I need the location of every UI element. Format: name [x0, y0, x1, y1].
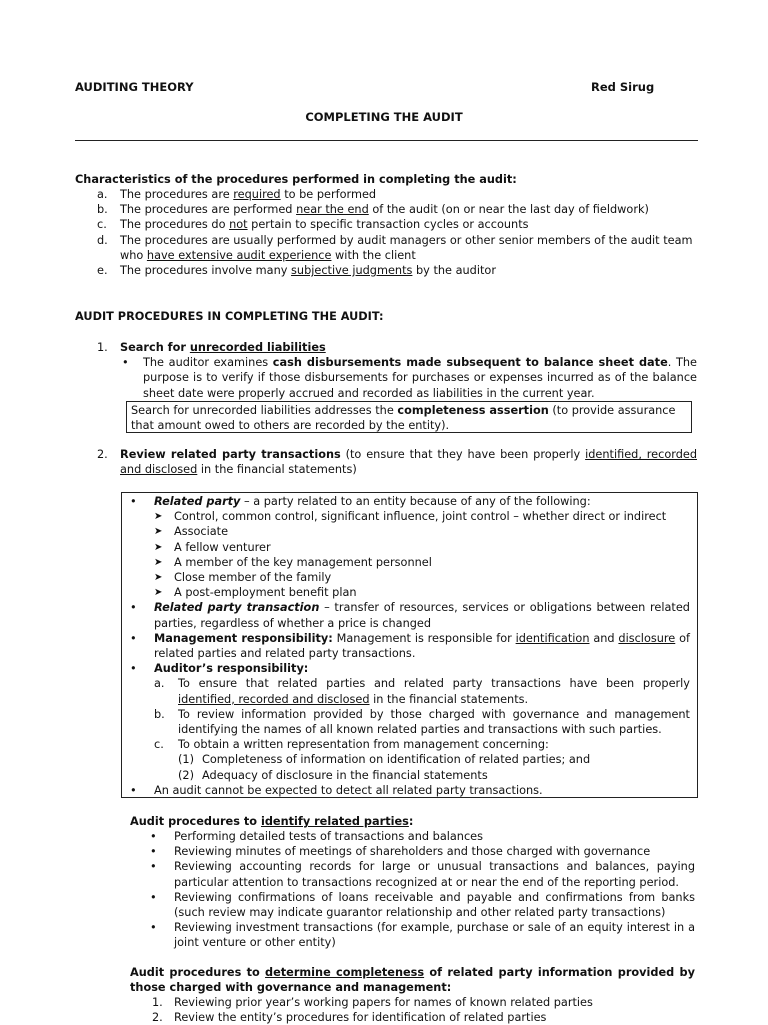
- bullet-icon: [150, 920, 157, 935]
- author-name: Red Sirug: [591, 80, 655, 94]
- bullet-icon: [150, 859, 157, 874]
- list-marker: a.: [97, 188, 108, 201]
- completeness-assertion-note: Search for unrecorded liabilities addresses the completeness assertion (to provide assurance that amount owed to others are recorded by the entity).: [126, 401, 692, 433]
- auditor-responsibility-item: c. To obtain a written representation from management concerning:: [154, 738, 549, 752]
- completeness-item: 2. Review the entity’s procedures for identification of related parties: [152, 1011, 547, 1025]
- representation-item: (1) Completeness of information on identification of related parties; and: [178, 753, 591, 767]
- representation-item: (2) Adequacy of disclosure in the financial statements: [178, 768, 488, 782]
- procedures-heading: AUDIT PROCEDURES IN COMPLETING THE AUDIT:: [75, 310, 384, 323]
- related-party-title: 2. Review related party transactions (to ensure that they have been properly identified, recorded and disclosed in the financial statements): [97, 448, 697, 477]
- characteristic-item: e. The procedures involve many subjective judgments by the auditor: [97, 264, 496, 278]
- header-divider: [75, 140, 698, 141]
- bullet-icon: [130, 783, 137, 798]
- characteristic-item: c. The procedures do not pertain to specific transaction cycles or accounts: [97, 218, 529, 232]
- bullet-icon: [122, 355, 129, 370]
- list-marker: 1.: [152, 996, 163, 1009]
- characteristics-list: [97, 187, 697, 278]
- related-party-definition: • Related party – a party related to an entity because of any of the following:: [130, 494, 690, 509]
- bullet-icon: [150, 829, 157, 844]
- bullet-icon: [150, 844, 157, 859]
- list-marker: b.: [97, 203, 108, 217]
- completeness-item: 1. Reviewing prior year’s working papers for names of known related parties: [152, 996, 593, 1009]
- identify-item: • Reviewing minutes of meetings of shareholders and those charged with governance: [150, 844, 695, 859]
- arrow-bullet-icon: ➤: [154, 511, 163, 523]
- related-party-list-item: ➤ Control, common control, significant influence, joint control – whether direct or indirect: [154, 510, 667, 524]
- related-party-section: [97, 447, 697, 477]
- list-marker: 1.: [97, 341, 108, 354]
- bullet-icon: [130, 494, 137, 509]
- subject-title: AUDITING THEORY: [75, 80, 194, 94]
- list-marker: 2.: [152, 1011, 163, 1025]
- completeness-heading: Audit procedures to determine completeness of related party information provided by those charged with governance and management:: [130, 966, 695, 995]
- related-party-box: [121, 492, 698, 798]
- arrow-bullet-icon: ➤: [154, 572, 163, 584]
- identify-item: • Reviewing accounting records for large or unusual transactions and balances, paying particular attention to transactions recognized at or near the end of the reporting period.: [150, 859, 695, 889]
- search-section: [97, 340, 697, 401]
- bullet-icon: [150, 890, 157, 905]
- arrow-bullet-icon: ➤: [154, 587, 163, 599]
- management-responsibility: • Management responsibility: Management is responsible for identification and disclosure of related parties and related party transactions.: [130, 631, 690, 661]
- characteristic-item: d. The procedures are usually performed by audit managers or other senior members of the audit team who have extensive audit experience with the client: [97, 233, 693, 262]
- arrow-bullet-icon: ➤: [154, 556, 163, 568]
- related-party-list-item: ➤ Associate: [154, 525, 229, 539]
- bullet-icon: [130, 600, 137, 615]
- identify-list: [150, 829, 695, 951]
- search-title: 1. Search for unrecorded liabilities: [97, 341, 326, 354]
- bullet-icon: [130, 631, 137, 646]
- completeness-list: [152, 995, 697, 1025]
- related-party-list-item: ➤ A post-employment benefit plan: [154, 586, 357, 600]
- list-marker: c.: [97, 218, 107, 232]
- related-party-list-item: ➤ A member of the key management personnel: [154, 555, 432, 569]
- characteristic-item: a. The procedures are required to be performed: [97, 188, 377, 201]
- auditor-responsibility: • Auditor’s responsibility:: [130, 661, 690, 676]
- characteristic-item: b. The procedures are performed near the end of the audit (on or near the last day of fieldwork): [97, 203, 649, 217]
- identify-item: • Reviewing confirmations of loans receivable and payable and confirmations from banks (such review may indicate guarantor relationship and other related party transactions): [150, 890, 695, 920]
- related-party-transaction-definition: • Related party transaction – transfer of resources, services or obligations between related parties, regardless of whether a price is changed: [130, 600, 690, 630]
- bullet-icon: [130, 661, 137, 676]
- document-title: COMPLETING THE AUDIT: [305, 110, 463, 124]
- list-marker: d.: [97, 233, 108, 247]
- identify-item: • Performing detailed tests of transactions and balances: [150, 829, 695, 844]
- list-marker: 2.: [97, 448, 108, 461]
- related-party-list-item: ➤ A fellow venturer: [154, 540, 271, 554]
- arrow-bullet-icon: ➤: [154, 541, 163, 553]
- characteristics-heading: Characteristics of the procedures performed in completing the audit:: [75, 173, 517, 186]
- arrow-bullet-icon: ➤: [154, 526, 163, 538]
- related-party-list-item: ➤ Close member of the family: [154, 571, 332, 585]
- search-bullet: • The auditor examines cash disbursements made subsequent to balance sheet date. The purpose is to verify if those disbursements for purchases or expenses incurred as of the balance sheet date were properly accrued and recorded as liabilities in the current year.: [120, 355, 697, 401]
- identify-item: • Reviewing investment transactions (for example, purchase or sale of an equity interest in a joint venture or other entity): [150, 920, 695, 950]
- auditor-responsibility-item: b. To review information provided by those charged with governance and management identifying the names of all known related parties and transactions with such parties.: [154, 707, 690, 737]
- auditor-responsibility-item: a. To ensure that related parties and related party transactions have been properly identified, recorded and disclosed in the financial statements.: [154, 677, 690, 706]
- detection-limitation: • An audit cannot be expected to detect all related party transactions.: [130, 783, 690, 798]
- list-marker: e.: [97, 264, 108, 278]
- identify-heading: Audit procedures to identify related parties:: [130, 815, 414, 828]
